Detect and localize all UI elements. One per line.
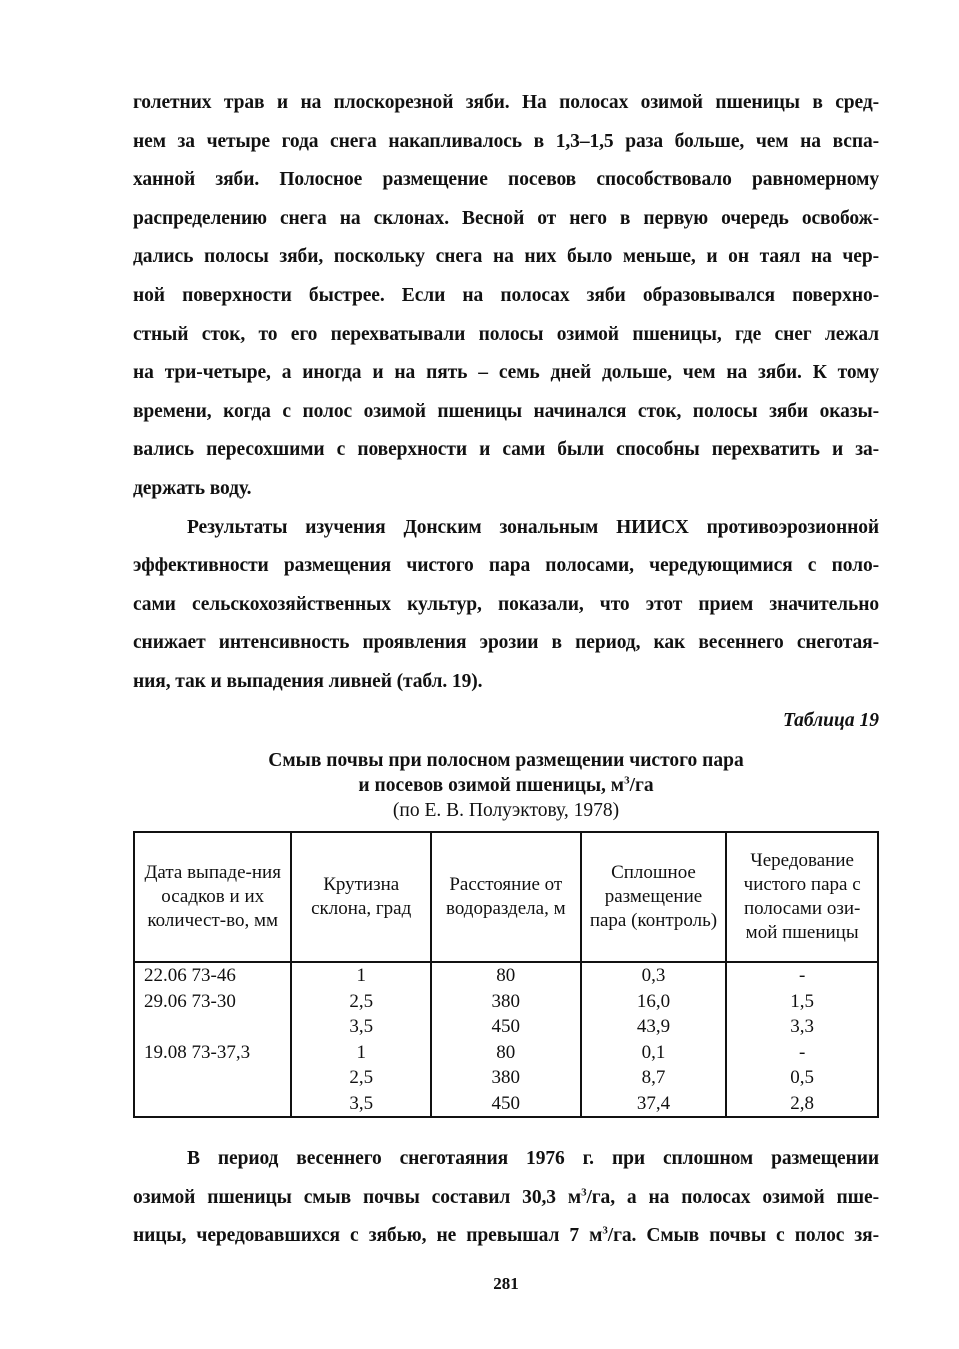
- table-title-line-1: Смыв почвы при полосном размещении чистого пара: [268, 750, 744, 771]
- text-fragment: озимой пшеницы смыв почвы составил 30,3 м: [133, 1186, 582, 1208]
- text-line: Результаты изучения Донским зональным НИИСХ противоэрозионной: [187, 516, 879, 538]
- text-line: ной поверхности быстрее. Если на полосах зяби образовывался поверхно-: [133, 284, 879, 306]
- text-line: голетних трав и на плоскорезной зяби. На полосах озимой пшеницы в сред-: [133, 92, 879, 113]
- table-cell: -: [726, 962, 878, 989]
- paragraph-3: [133, 1140, 879, 1256]
- text-line: держать воду.: [133, 477, 252, 499]
- table-cell: 0,5: [726, 1065, 878, 1091]
- header-cell: Дата выпаде-ния осадков и их количест-во, мм: [134, 832, 291, 962]
- data-table: [133, 831, 879, 1118]
- superscript: 3: [581, 1186, 587, 1199]
- table-cell: 0,3: [581, 962, 727, 989]
- text-line: сами сельскохозяйственных культур, показали, что этот прием значительно: [133, 593, 879, 615]
- table-cell: 1: [291, 962, 431, 989]
- table-cell: 2,5: [291, 1065, 431, 1091]
- text-line: [133, 1179, 879, 1218]
- document-page: [133, 84, 879, 1293]
- header-cell: Расстояние от водораздела, м: [431, 832, 581, 962]
- text-line: стный сток, то его перехватывали полосы озимой пшеницы, где снег лежал: [133, 323, 879, 345]
- text-line: ния, так и выпадения ливней (табл. 19).: [133, 670, 483, 692]
- text-fragment: ницы, чередовавшихся с зябью, не превышал 7 м: [133, 1225, 603, 1247]
- table-cell: 22.06 73-46: [134, 962, 291, 989]
- header-cell: Сплошное размещение пара (контроль): [581, 832, 727, 962]
- table-cell: 380: [431, 989, 581, 1015]
- title-text: /га: [629, 775, 654, 796]
- table-cell: 16,0: [581, 989, 727, 1015]
- text-line: времени, когда с полос озимой пшеницы начинался сток, полосы зяби оказы-: [133, 400, 879, 422]
- paragraph-1: [133, 84, 879, 509]
- text-line: эффективности размещения чистого пара полосами, чередующимися с поло-: [133, 555, 879, 577]
- table-cell: 1,5: [726, 989, 878, 1015]
- text-line: дались полосы зяби, поскольку снега на них было меньше, и он таял на чер-: [133, 246, 879, 268]
- table-cell: 2,5: [291, 989, 431, 1015]
- table-cell: 43,9: [581, 1014, 727, 1040]
- superscript: 3: [624, 774, 630, 787]
- table-cell: [134, 1065, 291, 1091]
- text-line: В период весеннего снеготаяния 1976 г. при сплошном размещении: [187, 1148, 879, 1169]
- page-number: 281: [493, 1274, 519, 1293]
- table-cell: 3,3: [726, 1014, 878, 1040]
- text-line: ханной зяби. Полосное размещение посевов способствовало равномерному: [133, 169, 879, 191]
- table-source: (по Е. В. Полуэктову, 1978): [392, 800, 620, 821]
- table-row: [134, 1091, 878, 1118]
- table-label: Таблица 19: [782, 710, 879, 731]
- table-cell: 80: [431, 1040, 581, 1066]
- table-cell: 450: [431, 1014, 581, 1040]
- text-line: [133, 1217, 879, 1256]
- text-fragment: /га, а на полосах озимой пше-: [586, 1186, 879, 1208]
- table-cell: 19.08 73-37,3: [134, 1040, 291, 1066]
- text-line: распределению снега на склонах. Весной от него в первую очередь освобож-: [133, 207, 879, 229]
- table-row: [134, 1065, 878, 1091]
- text-line: на три-четыре, а иногда и на пять – семь дней дольше, чем на зяби. К тому: [133, 362, 879, 384]
- table-row: [134, 1014, 878, 1040]
- table-cell: 8,7: [581, 1065, 727, 1091]
- table-cell: 0,1: [581, 1040, 727, 1066]
- table-row: [134, 989, 878, 1015]
- table-cell: 1: [291, 1040, 431, 1066]
- table-cell: 2,8: [726, 1091, 878, 1118]
- header-cell: Крутизна склона, град: [291, 832, 431, 962]
- table-cell: 450: [431, 1091, 581, 1118]
- text-line: снижает интенсивность проявления эрозии в период, как весеннего снеготая-: [133, 632, 879, 654]
- table-cell: 380: [431, 1065, 581, 1091]
- text-line: нем за четыре года снега накапливалось в 1,3–1,5 раза больше, чем на вспа-: [133, 130, 879, 152]
- header-cell: Чередование чистого пара с полосами ози-мой пшеницы: [726, 832, 878, 962]
- table-cell: 29.06 73-30: [134, 989, 291, 1015]
- text-fragment: /га. Смыв почвы с полос зя-: [607, 1225, 879, 1247]
- table-row: [134, 1040, 878, 1066]
- table-cell: 3,5: [291, 1014, 431, 1040]
- table-header-row: [134, 832, 878, 962]
- superscript: 3: [602, 1224, 608, 1237]
- table-cell: [134, 1014, 291, 1040]
- table-cell: 37,4: [581, 1091, 727, 1118]
- text-line: вались пересохшими с поверхности и сами были способны перехватить и за-: [133, 439, 879, 461]
- table-title-line-2: [133, 773, 879, 798]
- title-text: и посевов озимой пшеницы, м: [358, 775, 625, 796]
- table-cell: 80: [431, 962, 581, 989]
- table-cell: 3,5: [291, 1091, 431, 1118]
- table-cell: -: [726, 1040, 878, 1066]
- table-row: [134, 962, 878, 989]
- paragraph-2: [133, 509, 879, 702]
- table-cell: [134, 1091, 291, 1118]
